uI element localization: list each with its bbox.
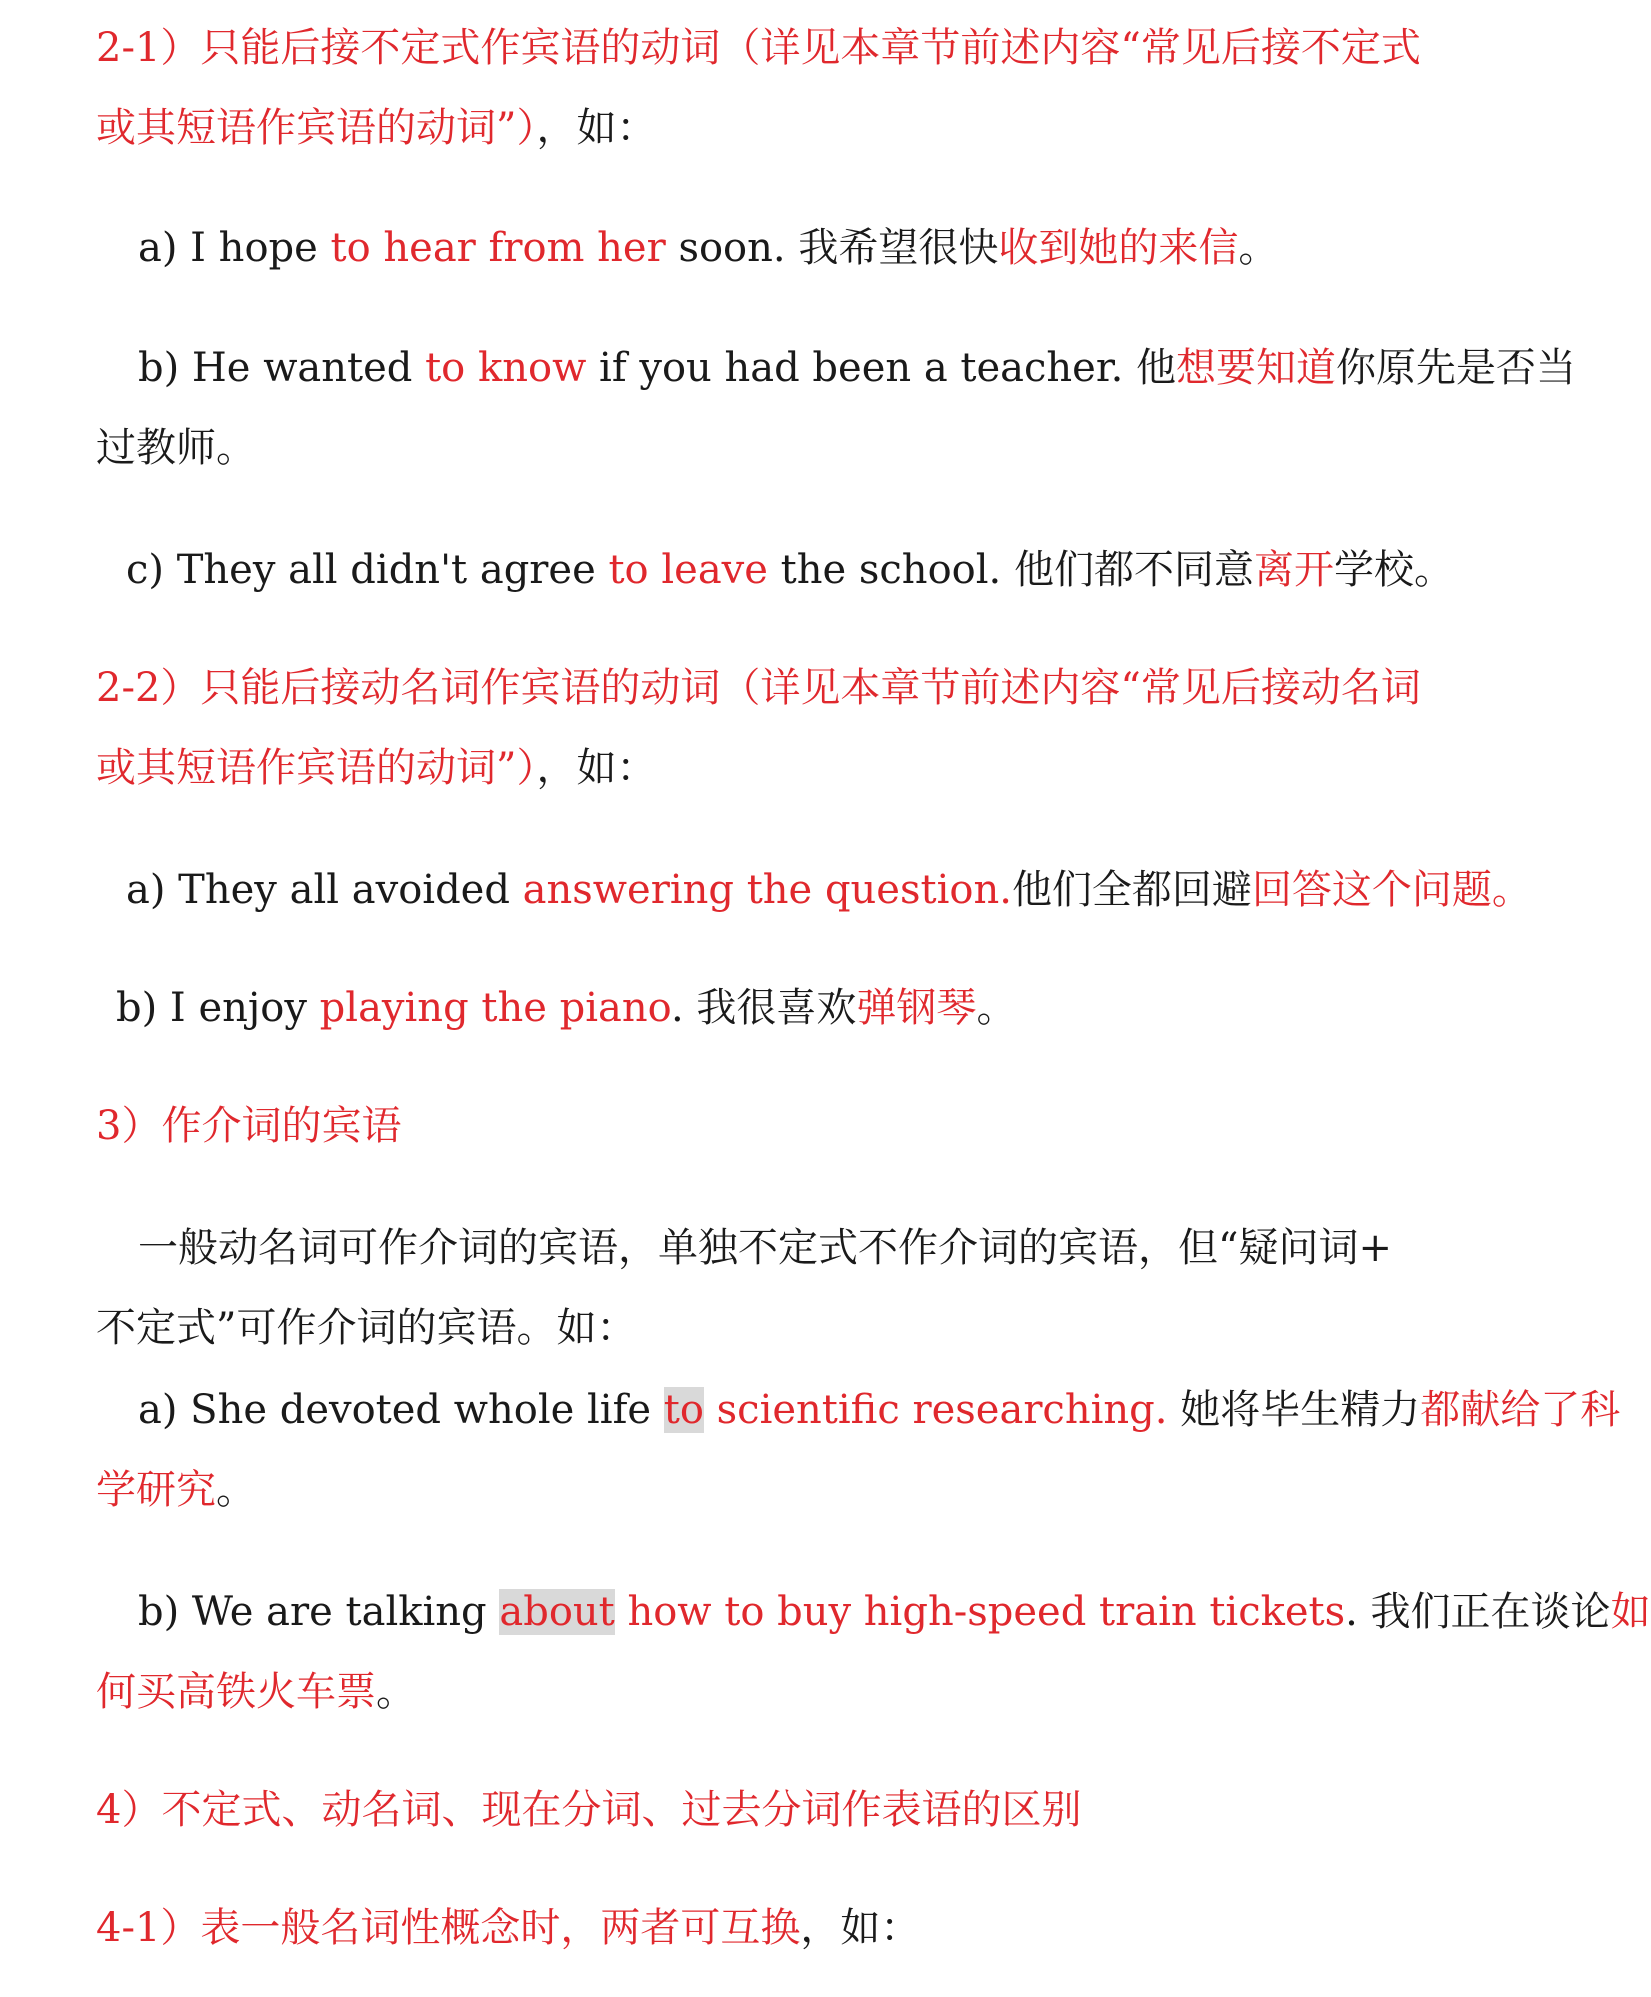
section-4-1-heading [96, 1898, 920, 1958]
example-highlight: 回答这个问题。 [1251, 867, 1532, 913]
example-preposition-highlight: about [499, 1589, 615, 1635]
example-text: b) I enjoy [116, 985, 320, 1031]
example-text: . 我很喜欢 [671, 985, 857, 1031]
section-4-1-heading-rest: ，如： [800, 1905, 921, 1951]
example-2-2-b [116, 978, 1016, 1038]
example-highlight: answering the question. [522, 867, 1012, 913]
example-highlight: 弹钢琴 [856, 985, 977, 1031]
example-2-1-b-cont: 过教师。 [96, 425, 256, 471]
section-2-1-heading-cont [96, 98, 656, 158]
example-3-a [138, 1380, 1620, 1440]
example-text: b) We are talking [138, 1589, 500, 1635]
example-text: soon. 我希望很快 [665, 225, 999, 271]
example-highlight: to leave [608, 547, 768, 593]
section-4-heading: 4）不定式、动名词、现在分词、过去分词作表语的区别 [96, 1787, 1082, 1833]
example-highlight: 离开 [1253, 547, 1334, 593]
example-highlight: to know [425, 345, 587, 391]
section-2-1-heading-cont-red: 或其短语作宾语的动词”） [96, 105, 537, 151]
example-text: . 我们正在谈论 [1345, 1589, 1611, 1635]
example-2-1-b [138, 338, 1576, 398]
example-text: 他们全都回避 [1011, 867, 1252, 913]
example-highlight: 想要知道 [1176, 345, 1336, 391]
example-3-a-cont [96, 1460, 256, 1520]
example-text: if you had been a teacher. 他 [586, 345, 1176, 391]
example-highlight: to hear from her [330, 225, 666, 271]
section-2-1-heading: 2-1）只能后接不定式作宾语的动词（详见本章节前述内容“常见后接不定式 [96, 25, 1421, 71]
example-text: the school. 他们都不同意 [767, 547, 1254, 593]
section-2-2-heading-cont-red: 或其短语作宾语的动词”） [96, 745, 537, 791]
example-text: 。 [1238, 225, 1279, 271]
example-preposition-highlight: to [663, 1387, 704, 1433]
example-highlight: 收到她的来信 [998, 225, 1239, 271]
example-3-b-cont [96, 1662, 416, 1722]
example-text: a) They all avoided [126, 867, 523, 913]
section-3-heading: 3）作介词的宾语 [96, 1103, 402, 1149]
section-4-1-heading-red: 4-1）表一般名词性概念时，两者可互换 [96, 1905, 801, 1951]
example-text: 。 [976, 985, 1017, 1031]
example-2-1-a [138, 218, 1278, 278]
example-text: 你原先是否当 [1336, 345, 1576, 391]
example-text: 。 [216, 1467, 256, 1513]
example-text: c) They all didn't agree [126, 547, 609, 593]
example-highlight: 学研究 [96, 1467, 216, 1513]
section-2-2-heading-cont-rest: ，如： [536, 745, 657, 791]
example-text: a) I hope [138, 225, 331, 271]
example-text: 她将毕生精力 [1167, 1387, 1421, 1433]
example-text: 。 [376, 1669, 416, 1715]
section-2-1-heading-cont-rest: ，如： [536, 105, 657, 151]
example-text: b) He wanted [138, 345, 426, 391]
example-2-2-a [126, 860, 1532, 920]
example-highlight: scientific researching. [703, 1387, 1168, 1433]
section-2-2-heading-cont [96, 738, 656, 798]
example-2-1-c [126, 540, 1454, 600]
section-3-body-cont: 不定式”可作介词的宾语。如： [96, 1305, 637, 1351]
example-highlight: playing the piano [319, 985, 671, 1031]
section-2-2-heading: 2-2）只能后接动名词作宾语的动词（详见本章节前述内容“常见后接动名词 [96, 665, 1421, 711]
example-3-b [138, 1582, 1651, 1642]
example-text: 学校。 [1333, 547, 1454, 593]
example-highlight: 何买高铁火车票 [96, 1669, 376, 1715]
example-text: a) She devoted whole life [138, 1387, 664, 1433]
example-highlight: 如 [1610, 1589, 1651, 1635]
section-3-body: 一般动名词可作介词的宾语，单独不定式不作介词的宾语，但“疑问词+ [138, 1225, 1392, 1271]
example-highlight: 都献给了科 [1420, 1387, 1621, 1433]
example-highlight: how to buy high-speed train tickets [614, 1589, 1346, 1635]
